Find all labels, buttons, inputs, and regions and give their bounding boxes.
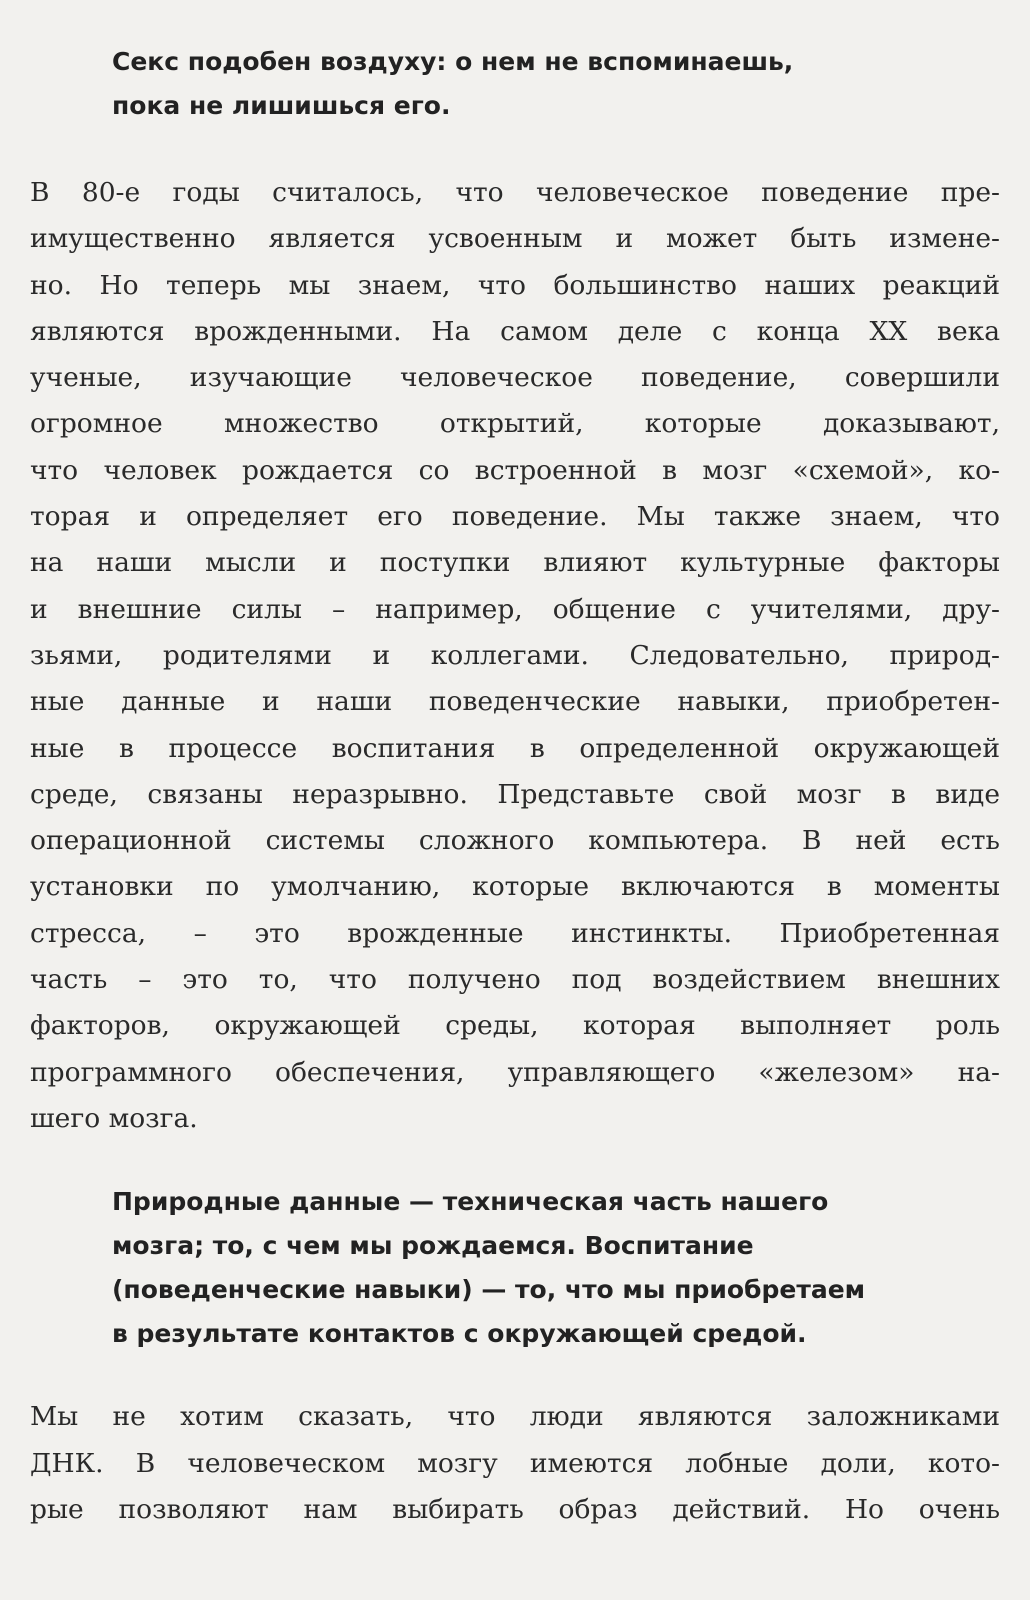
text-line: шего мозга.: [30, 1102, 198, 1134]
pull-quote-line: Секс подобен воздуху: о нем не вспоминаешь,: [112, 47, 794, 76]
text-line: ные данные и наши поведенческие навыки, приобретен-: [30, 686, 1000, 718]
text-line: программного обеспечения, управляющего «железом» на-: [30, 1056, 1000, 1088]
text-line: ученые, изучающие человеческое поведение, совершили: [30, 362, 1000, 394]
pull-quote-line: (поведенческие навыки) — то, что мы приобретаем: [112, 1275, 866, 1305]
text-line: что человек рождается со встроенной в мозг «схемой», ко-: [30, 454, 1000, 486]
text-line: операционной системы сложного компьютера. В ней есть: [30, 825, 1000, 857]
text-line: ные в процессе воспитания в определенной окружающей: [30, 732, 1000, 764]
text-line: огромное множество открытий, которые доказывают,: [30, 408, 1000, 440]
pull-quote-line: пока не лишишься его.: [112, 91, 451, 120]
text-line: на наши мысли и поступки влияют культурные факторы: [30, 547, 1000, 579]
pull-quote-nature-definition: [30, 1180, 1000, 1356]
body-paragraph-dna: [30, 1394, 1000, 1533]
body-paragraph-nature-nurture: [30, 170, 1000, 1142]
text-line: являются врожденными. На самом деле с конца XX века: [30, 315, 1000, 347]
text-line: факторов, окружающей среды, которая выполняет роль: [30, 1010, 1000, 1042]
pull-quote-line: мозга; то, с чем мы рождаемся. Воспитание: [112, 1231, 754, 1261]
text-line: торая и определяет его поведение. Мы также знаем, что: [30, 501, 1000, 533]
text-line: часть – это то, что получено под воздействием внешних: [30, 964, 1000, 996]
text-line: имущественно является усвоенным и может быть измене-: [30, 223, 1000, 255]
text-line: установки по умолчанию, которые включаются в моменты: [30, 871, 1000, 903]
text-line: В 80-е годы считалось, что человеческое поведение пре-: [30, 177, 1000, 208]
text-line: стресса, – это врожденные инстинкты. Приобретенная: [30, 917, 1000, 949]
text-line: и внешние силы – например, общение с учителями, дру-: [30, 593, 1000, 625]
pull-quote-sex-air: [30, 40, 1000, 128]
pull-quote-line: Природные данные — техническая часть нашего: [112, 1187, 829, 1217]
text-line: среде, связаны неразрывно. Представьте свой мозг в виде: [30, 778, 1000, 810]
text-line: Мы не хотим сказать, что люди являются заложниками: [30, 1401, 1000, 1433]
text-line: ДНК. В человеческом мозгу имеются лобные доли, кото-: [30, 1447, 1000, 1479]
text-line: зьями, родителями и коллегами. Следовательно, природ-: [30, 639, 1000, 671]
text-line: но. Но теперь мы знаем, что большинство наших реакций: [30, 269, 1000, 301]
text-line: рые позволяют нам выбирать образ действий. Но очень: [30, 1493, 1000, 1525]
pull-quote-line: в результате контактов с окружающей средой.: [112, 1319, 807, 1349]
